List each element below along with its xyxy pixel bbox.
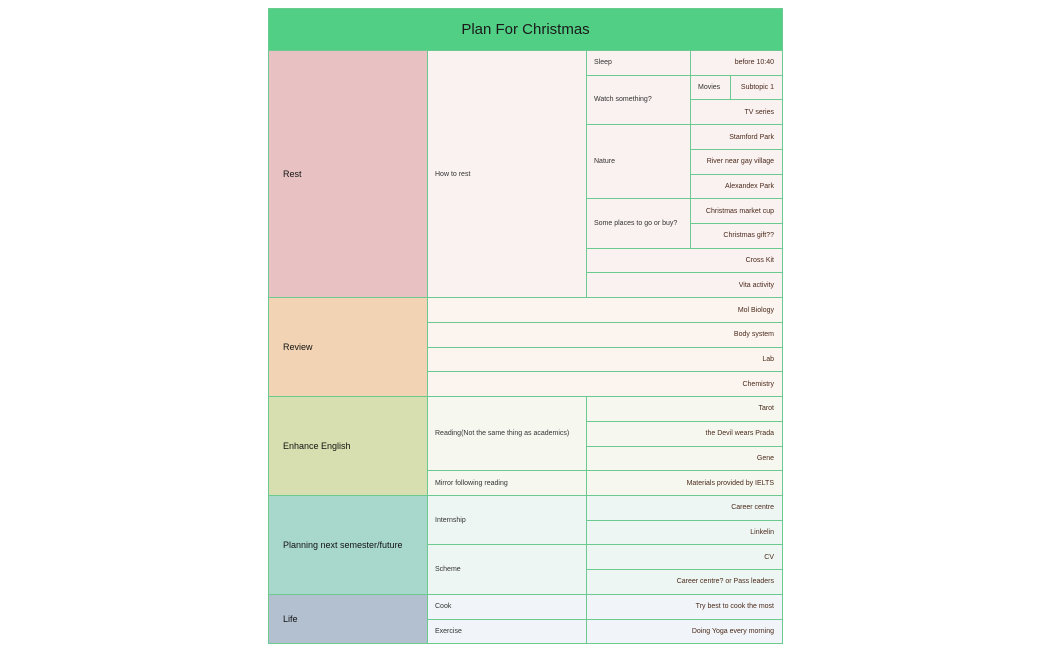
leaf-career-centre-or-pass-leaders: Career centre? or Pass leaders bbox=[586, 569, 783, 595]
topic-exercise: Exercise bbox=[427, 619, 587, 645]
topic-mirror-following-reading: Mirror following reading bbox=[427, 470, 587, 496]
leaf-before-10-40: before 10:40 bbox=[690, 50, 783, 76]
leaf-christmas-gift: Christmas gift?? bbox=[690, 223, 783, 249]
leaf-gene: Gene bbox=[586, 446, 783, 472]
leaf-stamford-park: Stamford Park bbox=[690, 124, 783, 150]
leaf-cross-kit: Cross Kit bbox=[586, 248, 783, 274]
branch-enhance-english: Enhance English bbox=[268, 396, 428, 496]
leaf-chemistry: Chemistry bbox=[427, 371, 783, 397]
leaf-try-best-to-cook-the-most: Try best to cook the most bbox=[586, 594, 783, 620]
leaf-christmas-market-cup: Christmas market cup bbox=[690, 198, 783, 224]
topic-movies: Movies bbox=[690, 75, 731, 101]
leaf-linkelin: Linkelin bbox=[586, 520, 783, 546]
leaf-materials-provided-by-ielts: Materials provided by IELTS bbox=[586, 470, 783, 496]
topic-how-to-rest: How to rest bbox=[427, 50, 587, 298]
leaf-vita-activity: Vita activity bbox=[586, 272, 783, 298]
leaf-mol-biology: Mol Biology bbox=[427, 297, 783, 323]
page-title: Plan For Christmas bbox=[268, 8, 783, 51]
topic-reading-not-the-same-thing-as-academics: Reading(Not the same thing as academics) bbox=[427, 396, 587, 471]
branch-review: Review bbox=[268, 297, 428, 397]
topic-cook: Cook bbox=[427, 594, 587, 620]
topic-some-places-to-go-or-buy: Some places to go or buy? bbox=[586, 198, 691, 248]
branch-life: Life bbox=[268, 594, 428, 644]
branch-rest: Rest bbox=[268, 50, 428, 298]
topic-nature: Nature bbox=[586, 124, 691, 199]
leaf-alexandex-park: Alexandex Park bbox=[690, 174, 783, 200]
leaf-tarot: Tarot bbox=[586, 396, 783, 422]
topic-sleep: Sleep bbox=[586, 50, 691, 76]
leaf-subtopic-1: Subtopic 1 bbox=[730, 75, 783, 101]
topic-scheme: Scheme bbox=[427, 544, 587, 594]
leaf-cv: CV bbox=[586, 544, 783, 570]
leaf-tv-series: TV series bbox=[690, 99, 783, 125]
topic-watch-something: Watch something? bbox=[586, 75, 691, 125]
leaf-career-centre: Career centre bbox=[586, 495, 783, 521]
branch-planning-next-semester-future: Planning next semester/future bbox=[268, 495, 428, 595]
leaf-lab: Lab bbox=[427, 347, 783, 373]
leaf-body-system: Body system bbox=[427, 322, 783, 348]
leaf-the-devil-wears-prada: the Devil wears Prada bbox=[586, 421, 783, 447]
leaf-doing-yoga-every-morning: Doing Yoga every morning bbox=[586, 619, 783, 645]
topic-internship: Internship bbox=[427, 495, 587, 545]
leaf-river-near-gay-village: River near gay village bbox=[690, 149, 783, 175]
